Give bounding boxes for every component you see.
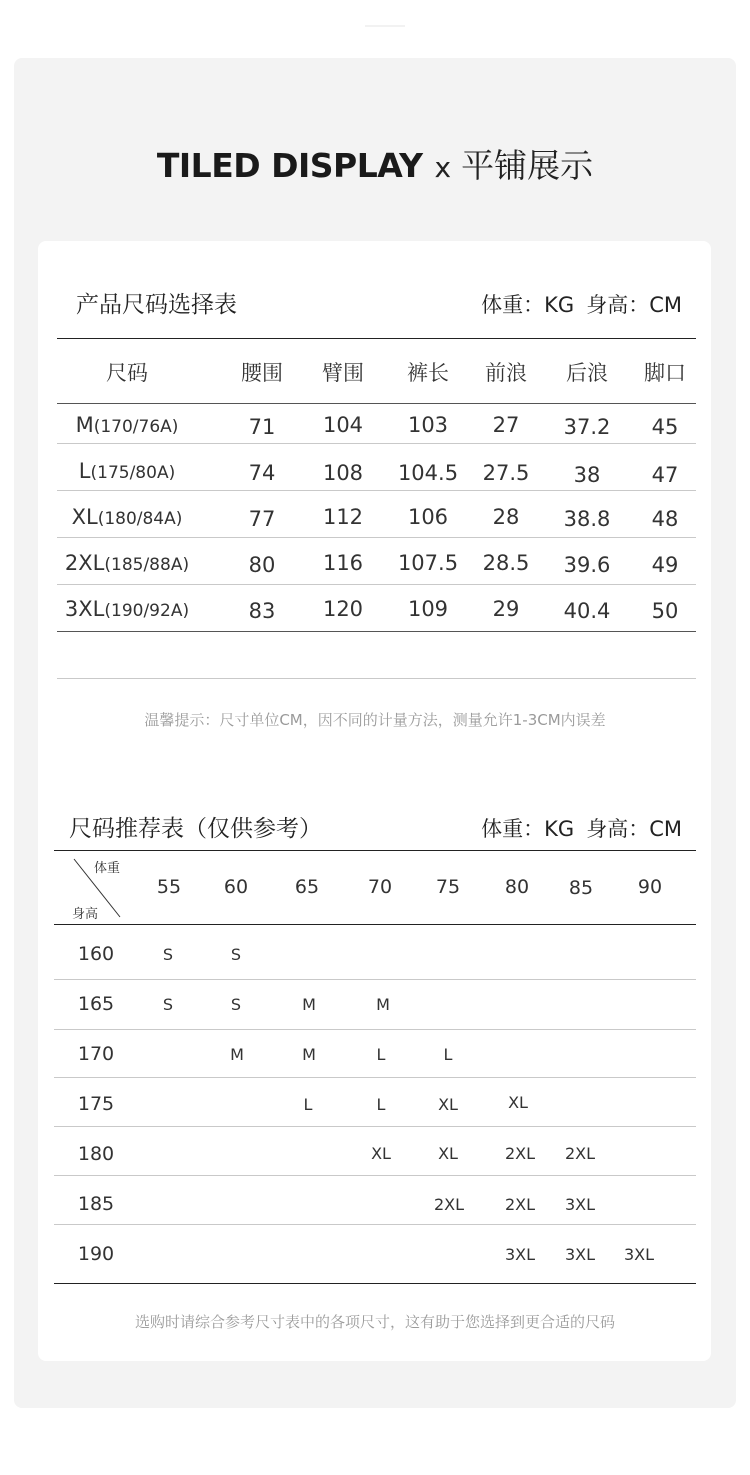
size-chart-title: 产品尺码选择表: [76, 292, 237, 318]
size-cell: 2XL: [564, 1144, 596, 1163]
height-cell: 180: [77, 1143, 115, 1165]
cell-front-rise: 29: [492, 597, 520, 621]
unit-height: 身高：CM: [586, 817, 682, 841]
size-cell: XL: [438, 1095, 458, 1114]
col-header-length: 裤长: [407, 361, 449, 385]
weight-header-row: [54, 876, 696, 900]
cell-waist: 80: [248, 553, 276, 577]
weight-header: 75: [435, 876, 461, 898]
table-row: [57, 540, 696, 586]
cell-length: 107.5: [397, 551, 459, 575]
cell-length: 104.5: [397, 461, 459, 485]
cell-waist: 71: [248, 415, 276, 439]
weight-header: 90: [637, 876, 663, 898]
recommend-note: 选购时请综合参考尺寸表中的各项尺寸，这有助于您选择到更合适的尺码: [134, 1313, 615, 1331]
top-divider: [365, 25, 405, 27]
recommend-chart-units: [481, 813, 682, 843]
size-cell: 2XL: [504, 1195, 536, 1214]
row-rule: [57, 537, 696, 538]
cell-back-rise: 38: [573, 463, 601, 487]
size-cell: M: [302, 995, 316, 1014]
cell-leg-opening: 48: [651, 507, 679, 531]
col-header-back-rise: 后浪: [566, 361, 608, 385]
weight-header: 55: [156, 876, 182, 898]
cell-waist: 77: [248, 507, 276, 531]
row-rule: [54, 1126, 696, 1127]
col-header-size: 尺码: [106, 361, 148, 385]
cell-hip: 120: [322, 597, 364, 621]
size-cell: S: [162, 995, 174, 1014]
cell-leg-opening: 45: [651, 415, 679, 439]
col-header-front-rise: 前浪: [485, 361, 527, 385]
table-row: [57, 402, 696, 448]
cell-hip: 104: [322, 413, 364, 437]
unit-weight: 体重：KG: [481, 817, 575, 841]
cell-back-rise: 37.2: [563, 415, 611, 439]
cell-length: 106: [407, 505, 449, 529]
recommend-bottom-rule: [54, 1283, 696, 1284]
size-cell: XL: [508, 1093, 528, 1112]
cell-back-rise: 38.8: [563, 507, 611, 531]
cell-front-rise: 27: [492, 413, 520, 437]
weight-header: 60: [223, 876, 249, 898]
cell-length: 103: [407, 413, 449, 437]
cell-leg-opening: 49: [651, 553, 679, 577]
size-label: 3XL(190/92A): [64, 597, 190, 621]
table-row: [57, 448, 696, 494]
size-cell: M: [302, 1045, 316, 1064]
size-cell: S: [230, 995, 242, 1014]
size-cell: L: [376, 1095, 386, 1114]
size-cell: S: [162, 945, 174, 964]
row-rule: [54, 1029, 696, 1030]
size-label: 2XL(185/88A): [64, 551, 190, 575]
cell-waist: 83: [248, 599, 276, 623]
table-top-rule: [57, 338, 696, 339]
size-cell: M: [230, 1045, 244, 1064]
size-chart-units: [481, 289, 682, 319]
corner-height-label: 身高: [72, 907, 99, 922]
cell-waist: 74: [248, 461, 276, 485]
weight-header: 65: [294, 876, 320, 898]
size-label: XL(180/84A): [71, 505, 183, 529]
row-rule: [57, 443, 696, 444]
cell-hip: 116: [322, 551, 364, 575]
col-header-waist: 腰围: [241, 361, 283, 385]
cell-back-rise: 40.4: [563, 599, 611, 623]
weight-header: 70: [367, 876, 393, 898]
hero-title-cn: 平铺展示: [461, 146, 594, 185]
size-cell: 2XL: [504, 1144, 536, 1163]
size-label: M(170/76A): [75, 413, 179, 437]
height-cell: 185: [77, 1193, 115, 1215]
table-row: [54, 1093, 696, 1119]
cell-hip: 108: [322, 461, 364, 485]
height-cell: 190: [77, 1243, 115, 1265]
table-row: [57, 494, 696, 540]
table-bottom-rule: [57, 631, 696, 632]
row-rule: [54, 1175, 696, 1176]
hero-title: [0, 140, 750, 187]
size-chart-header: [76, 286, 682, 319]
size-cell: S: [230, 945, 242, 964]
cell-front-rise: 28: [492, 505, 520, 529]
row-rule: [57, 490, 696, 491]
cell-length: 109: [407, 597, 449, 621]
size-cell: L: [303, 1095, 313, 1114]
size-cell: XL: [371, 1144, 391, 1163]
table-row: [54, 943, 696, 969]
table-row: [54, 1243, 696, 1269]
size-cell: M: [376, 995, 390, 1014]
table-row: [54, 1193, 696, 1219]
table-row: [57, 586, 696, 632]
table-row: [54, 1143, 696, 1169]
size-cell: 3XL: [504, 1245, 536, 1264]
recommend-top-rule: [54, 850, 696, 851]
weight-header: 85: [568, 877, 594, 899]
table-row: [54, 1043, 696, 1069]
size-cell: 3XL: [564, 1195, 596, 1214]
cell-hip: 112: [322, 505, 364, 529]
height-cell: 170: [77, 1043, 115, 1065]
recommend-chart-header: [69, 810, 682, 843]
corner-weight-label: 体重: [94, 861, 121, 876]
size-cell: 2XL: [433, 1195, 465, 1214]
row-rule: [54, 1224, 696, 1225]
note-rule: [57, 678, 696, 679]
cell-back-rise: 39.6: [563, 553, 611, 577]
size-cell: L: [376, 1045, 386, 1064]
col-header-hip: 臂围: [322, 361, 364, 385]
weight-header: 80: [504, 876, 530, 898]
row-rule: [57, 584, 696, 585]
row-rule: [54, 1077, 696, 1078]
size-cell: 3XL: [564, 1245, 596, 1264]
hero-title-en: TILED DISPLAY: [156, 146, 423, 185]
size-note: 温馨提示：尺寸单位CM，因不同的计量方法，测量允许1-3CM内误差: [144, 711, 606, 729]
cell-leg-opening: 50: [651, 599, 679, 623]
cell-front-rise: 27.5: [482, 461, 530, 485]
height-cell: 165: [77, 993, 115, 1015]
cell-leg-opening: 47: [651, 463, 679, 487]
size-label: L(175/80A): [78, 459, 176, 483]
col-header-leg-opening: 脚口: [644, 361, 686, 385]
hero-separator: x: [434, 151, 452, 184]
recommend-chart-title: 尺码推荐表（仅供参考）: [69, 816, 322, 842]
height-cell: 160: [77, 943, 115, 965]
size-cell: L: [443, 1045, 453, 1064]
table-row: [54, 993, 696, 1019]
height-cell: 175: [77, 1093, 115, 1115]
size-cell: 3XL: [623, 1245, 655, 1264]
size-cell: XL: [438, 1144, 458, 1163]
unit-height: 身高：CM: [586, 293, 682, 317]
size-table-header: [57, 350, 696, 396]
recommend-header-rule: [54, 924, 696, 925]
unit-weight: 体重：KG: [481, 293, 575, 317]
row-rule: [54, 979, 696, 980]
cell-front-rise: 28.5: [482, 551, 530, 575]
